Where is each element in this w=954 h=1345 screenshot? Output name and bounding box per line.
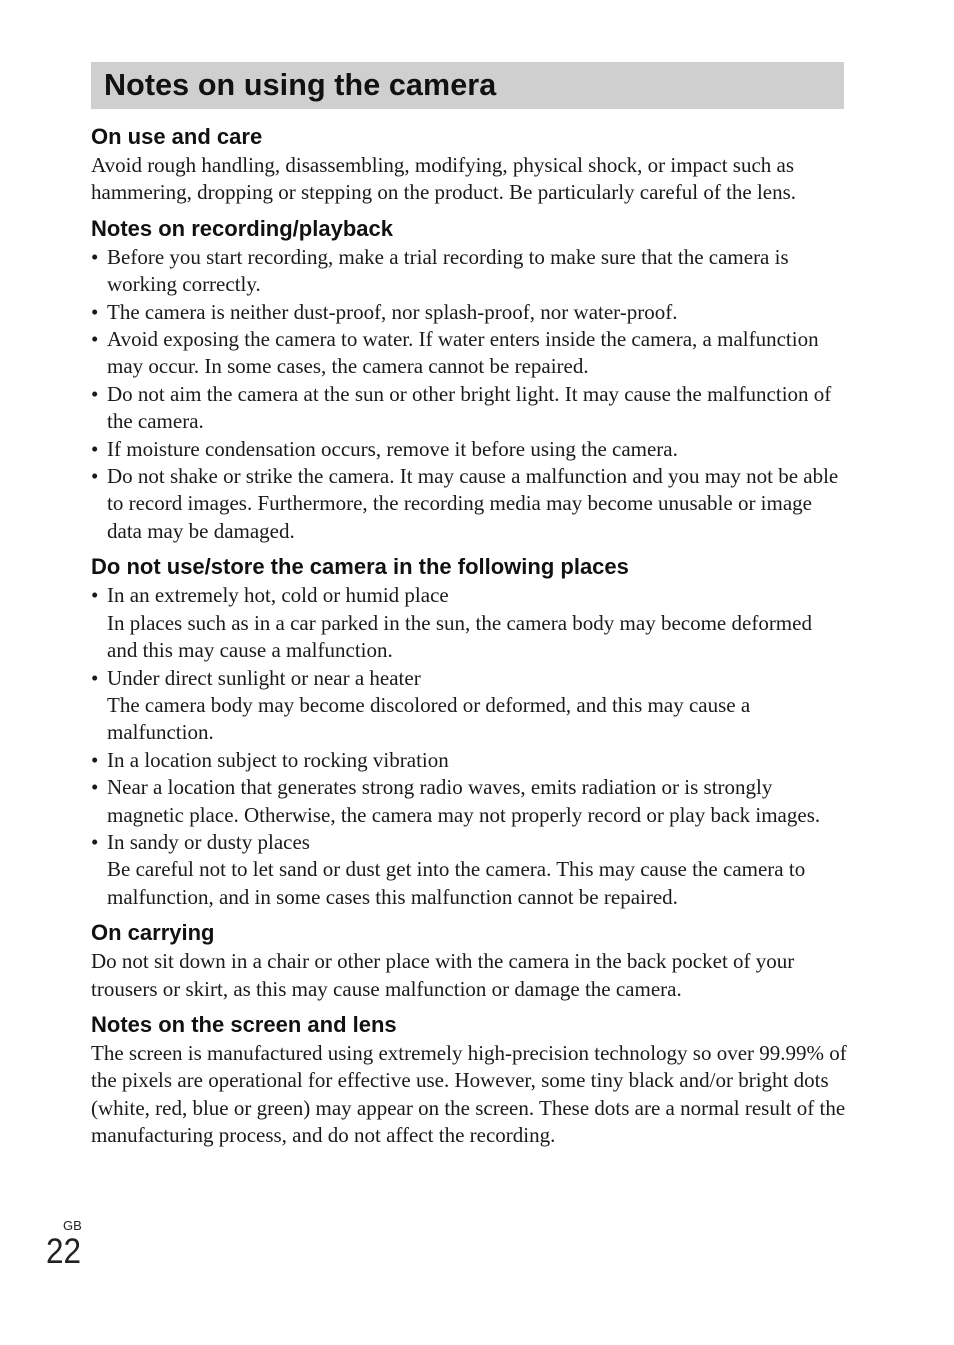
list-item-text: Near a location that generates strong radio waves, emits radiation or is strongly magnetic place. Otherwise, the camera may not properly record or play back images.	[107, 775, 821, 827]
list-item-detail: Be careful not to let sand or dust get into the camera. This may cause the camera to malfunction, and in some cases this malfunction cannot be repaired.	[107, 857, 806, 909]
section-screen-and-lens	[91, 1009, 847, 1150]
list-item-text: In sandy or dusty places	[107, 829, 310, 854]
list-item-text: Do not shake or strike the camera. It may cause a malfunction and you may not be able to record images. Furthermore, the recording media may become unusable or image data may be damaged.	[107, 464, 839, 543]
bullet-icon: •	[91, 436, 99, 461]
region-code: GB	[63, 1218, 82, 1233]
list-item-text: Avoid exposing the camera to water. If water enters inside the camera, a malfunction may occur. In some cases, the camera cannot be repaired.	[107, 327, 819, 379]
section-heading: On carrying	[91, 920, 215, 946]
section-paragraph: The screen is manufactured using extremely high-precision technology so over 99.99% of the pixels are operational for effective use. However, some tiny black and/or bright dots (white, red, blue or green) may appear on the screen. These dots are a normal result of the manufacturing process, and do not affect the recording.	[91, 1040, 847, 1148]
list-item-text: The camera is neither dust-proof, nor splash-proof, nor water-proof.	[107, 299, 678, 324]
bullet-list	[91, 244, 847, 545]
section-use-store-places	[91, 551, 847, 911]
page-title: Notes on using the camera	[104, 68, 497, 102]
list-item	[91, 665, 847, 747]
list-item	[91, 244, 847, 299]
list-item-text: Before you start recording, make a trial recording to make sure that the camera is working correctly.	[107, 244, 789, 297]
bullet-icon: •	[91, 747, 99, 772]
list-item	[91, 463, 847, 545]
list-item	[91, 747, 847, 774]
bullet-icon: •	[91, 327, 99, 352]
list-item	[91, 381, 847, 436]
section-heading: Notes on recording/playback	[91, 215, 393, 241]
list-item	[91, 436, 847, 463]
list-item	[91, 829, 847, 911]
bullet-list	[91, 582, 847, 911]
bullet-icon: •	[91, 244, 99, 269]
section-recording-playback	[91, 213, 847, 545]
bullet-icon: •	[91, 464, 99, 489]
list-item	[91, 326, 847, 381]
bullet-icon: •	[91, 583, 99, 608]
list-item	[91, 299, 847, 326]
section-paragraph: Do not sit down in a chair or other place with the camera in the back pocket of your trousers or skirt, as this may cause malfunction or damage the camera.	[91, 949, 795, 1001]
list-item-text: Under direct sunlight or near a heater	[107, 665, 421, 690]
section-heading: Notes on the screen and lens	[91, 1011, 397, 1037]
bullet-icon: •	[91, 775, 99, 800]
bullet-icon: •	[91, 381, 99, 406]
list-item-detail: The camera body may become discolored or deformed, and this may cause a malfunction.	[107, 692, 751, 745]
page-number: 22	[46, 1232, 82, 1271]
bullet-icon: •	[91, 299, 99, 324]
list-item	[91, 774, 847, 829]
bullet-icon: •	[91, 665, 99, 690]
section-heading: Do not use/store the camera in the following places	[91, 554, 629, 580]
list-item-text: If moisture condensation occurs, remove it before using the camera.	[107, 436, 678, 461]
section-paragraph: Avoid rough handling, disassembling, modifying, physical shock, or impact such as hammering, dropping or stepping on the product. Be particularly careful of the lens.	[91, 153, 797, 205]
section-use-and-care	[91, 121, 847, 207]
section-heading: On use and care	[91, 124, 263, 149]
list-item	[91, 582, 847, 664]
bullet-icon: •	[91, 829, 99, 854]
list-item-text: In an extremely hot, cold or humid place	[107, 583, 449, 608]
list-item-text: In a location subject to rocking vibration	[107, 747, 449, 772]
document-body	[91, 121, 847, 1156]
list-item-detail: In places such as in a car parked in the sun, the camera body may become deformed and this may cause a malfunction.	[107, 610, 812, 663]
page-title-bar	[91, 62, 844, 109]
section-on-carrying	[91, 917, 847, 1003]
list-item-text: Do not aim the camera at the sun or other bright light. It may cause the malfunction of the camera.	[107, 381, 832, 434]
